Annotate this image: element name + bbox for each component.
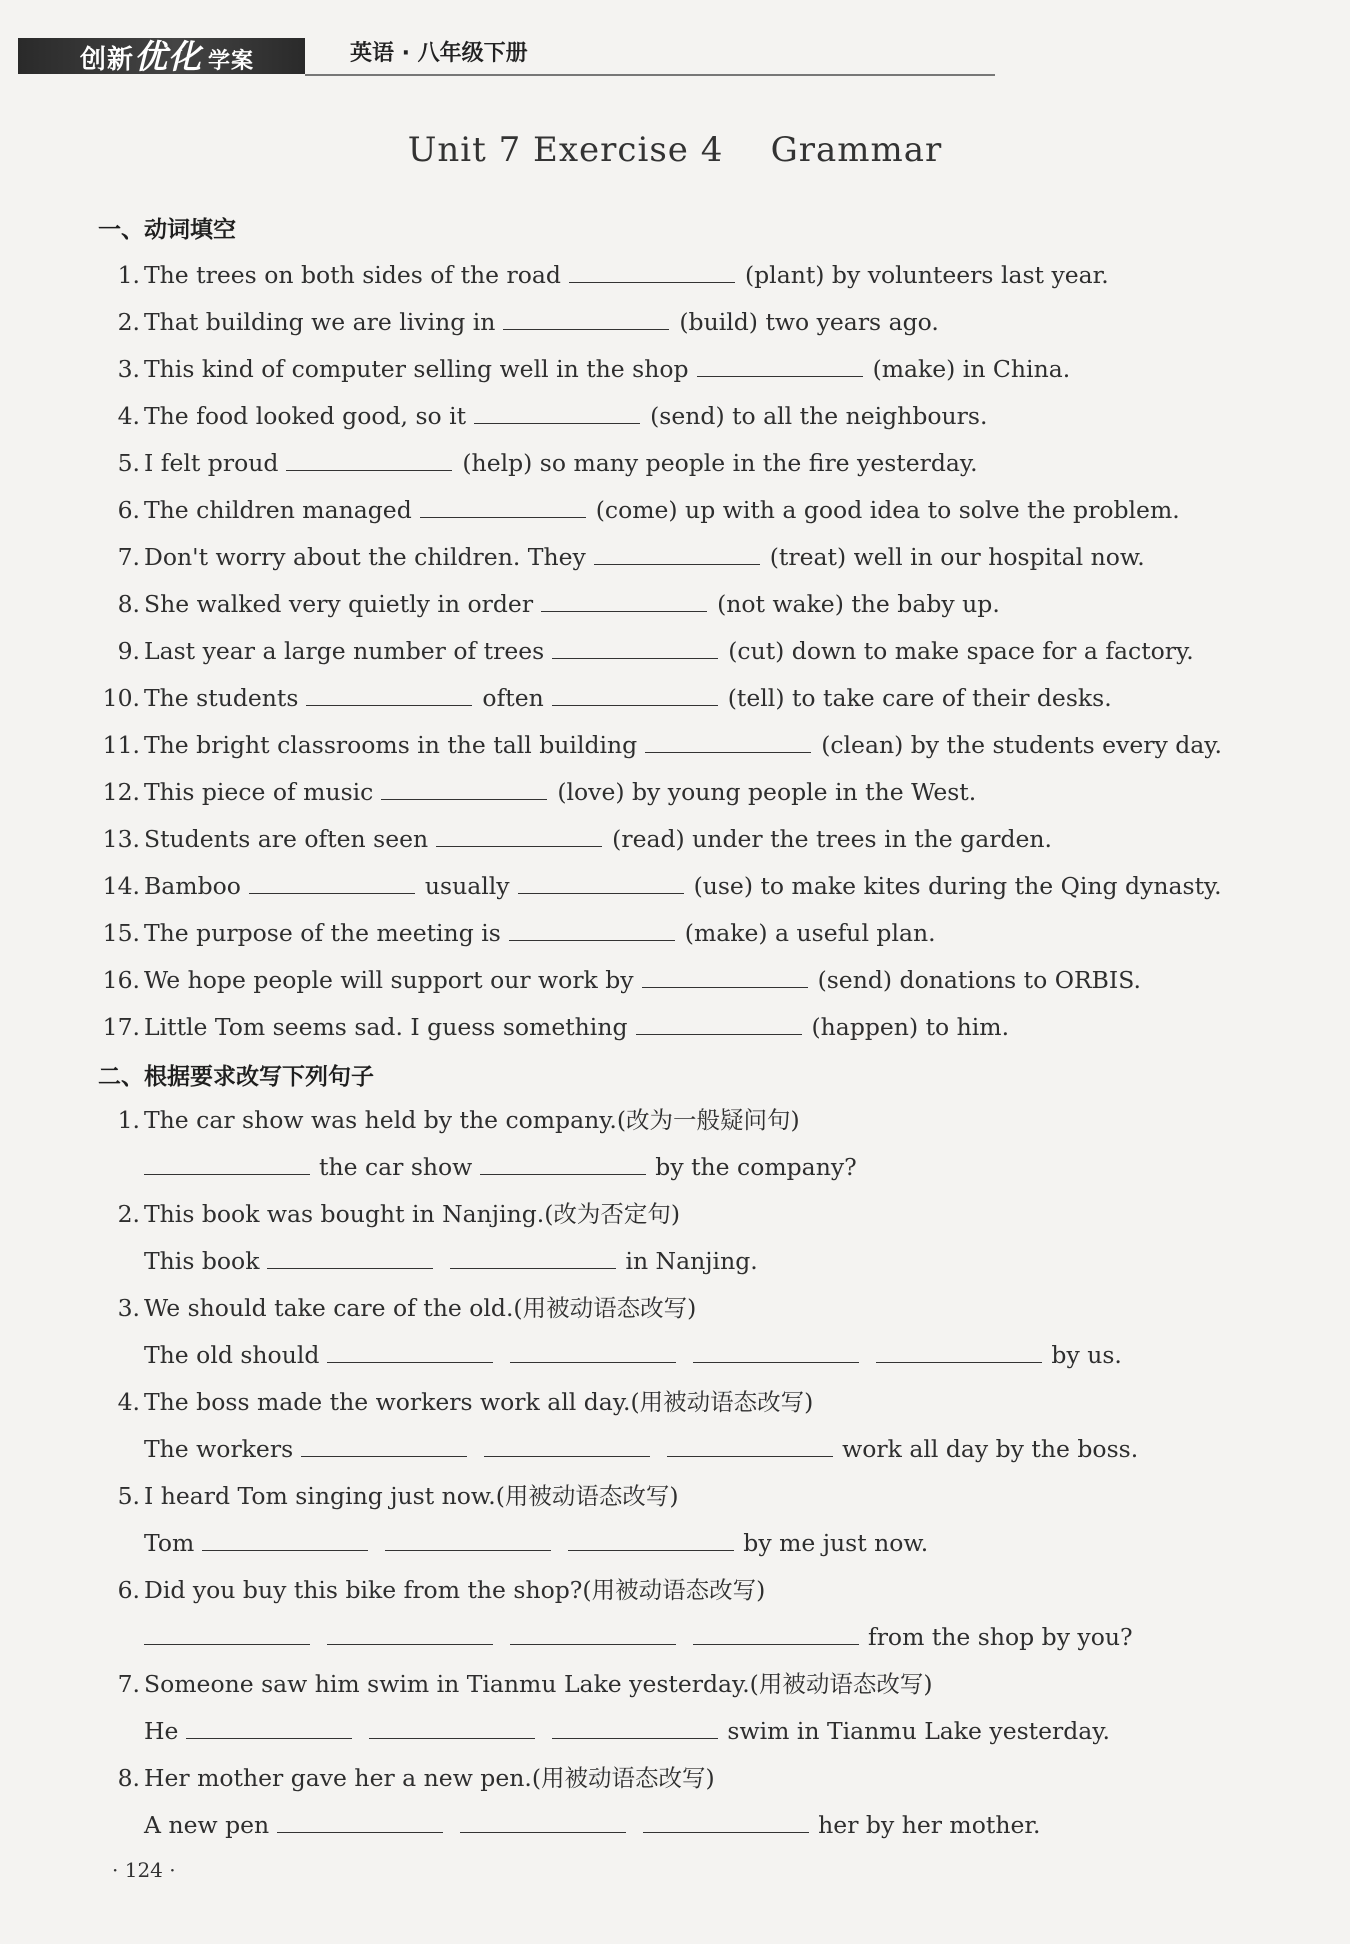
page-number: · 124 ·: [112, 1858, 176, 1882]
s1-post: (treat) well in our hospital now.: [769, 543, 1145, 571]
s2-question: [0, 1570, 765, 1610]
s2-text: This book was bought in Nanjing.(改为否定句): [144, 1200, 681, 1228]
answer-blank[interactable]: [450, 1242, 616, 1269]
s1-post: (love) by young people in the West.: [557, 778, 977, 806]
section1-heading: 一、动词填空: [98, 217, 236, 243]
s1-mid: often: [482, 684, 544, 712]
section2-heading: 二、根据要求改写下列句子: [98, 1064, 374, 1090]
s2-question: [0, 1476, 679, 1516]
s2-tail: in Nanjing.: [625, 1247, 758, 1275]
s2-tail: her by her mother.: [818, 1811, 1041, 1839]
s2-lead: The old should: [144, 1341, 320, 1369]
s1-post: (cut) down to make space for a factory.: [728, 637, 1194, 665]
answer-blank[interactable]: [484, 1430, 650, 1457]
answer-blank[interactable]: [144, 1148, 310, 1175]
s1-num: 7.: [117, 543, 140, 571]
answer-blank[interactable]: [480, 1148, 646, 1175]
s1-num: 10.: [102, 684, 140, 712]
answer-blank[interactable]: [286, 444, 452, 471]
s1-item: [0, 913, 936, 953]
s1-post: (make) a useful plan.: [684, 919, 936, 947]
s2-num: 6.: [117, 1576, 140, 1604]
s1-num: 1.: [117, 261, 140, 289]
s1-pre: Students are often seen: [144, 825, 429, 853]
s1-num: 4.: [117, 402, 140, 430]
s1-pre: I felt proud: [144, 449, 279, 477]
s2-answer-line: [0, 1617, 1133, 1657]
s1-pre: The food looked good, so it: [144, 402, 467, 430]
s1-post: (come) up with a good idea to solve the problem.: [595, 496, 1180, 524]
s2-num: 5.: [117, 1482, 140, 1510]
s1-num: 6.: [117, 496, 140, 524]
s1-pre: The trees on both sides of the road: [144, 261, 561, 289]
answer-blank[interactable]: [876, 1336, 1042, 1363]
s1-pre: This kind of computer selling well in the shop: [144, 355, 689, 383]
s1-pre: She walked very quietly in order: [144, 590, 534, 618]
s2-lead: This book: [144, 1247, 260, 1275]
s1-item: [0, 302, 939, 342]
s2-question: [0, 1382, 813, 1422]
answer-blank[interactable]: [301, 1430, 467, 1457]
s1-item: [0, 537, 1145, 577]
answer-blank[interactable]: [693, 1618, 859, 1645]
s2-num: 3.: [117, 1294, 140, 1322]
s1-pre: Little Tom seems sad. I guess something: [144, 1013, 628, 1041]
answer-blank[interactable]: [568, 1524, 734, 1551]
s1-item: [0, 349, 1070, 389]
brand-pre: 创新: [80, 45, 135, 75]
s1-post: (happen) to him.: [811, 1013, 1010, 1041]
s1-post: (clean) by the students every day.: [821, 731, 1222, 759]
brand-big: 优化: [134, 37, 203, 76]
book-subtitle: 英语 · 八年级下册: [350, 41, 528, 66]
s2-num: 2.: [117, 1200, 140, 1228]
s2-answer-line: [0, 1711, 1110, 1751]
s1-pre: Don't worry about the children. They: [144, 543, 586, 571]
answer-blank[interactable]: [249, 867, 415, 894]
answer-blank[interactable]: [667, 1430, 833, 1457]
s1-num: 5.: [117, 449, 140, 477]
s2-question: [0, 1100, 800, 1140]
answer-blank[interactable]: [552, 679, 718, 706]
answer-blank[interactable]: [636, 1008, 802, 1035]
s2-text: Did you buy this bike from the shop?(用被动语态改写): [144, 1576, 766, 1604]
header-rule: [305, 74, 995, 76]
s1-pre: We hope people will support our work by: [144, 966, 634, 994]
answer-blank[interactable]: [369, 1712, 535, 1739]
s1-post: (plant) by volunteers last year.: [744, 261, 1109, 289]
answer-blank[interactable]: [518, 867, 684, 894]
s1-pre: That building we are living in: [144, 308, 496, 336]
s1-item: [0, 255, 1109, 295]
answer-blank[interactable]: [277, 1806, 443, 1833]
answer-blank[interactable]: [385, 1524, 551, 1551]
s1-post: (use) to make kites during the Qing dynasty.: [693, 872, 1222, 900]
answer-blank[interactable]: [327, 1618, 493, 1645]
answer-blank[interactable]: [510, 1618, 676, 1645]
s2-text: The boss made the workers work all day.(用被动语态改写): [144, 1388, 814, 1416]
s2-tail: work all day by the boss.: [842, 1435, 1139, 1463]
s2-lead: Tom: [144, 1529, 195, 1557]
s1-post: (read) under the trees in the garden.: [612, 825, 1052, 853]
s1-item: [0, 490, 1180, 530]
s1-item: [0, 960, 1141, 1000]
s1-pre: The students: [144, 684, 299, 712]
answer-blank[interactable]: [645, 726, 811, 753]
s2-text: Her mother gave her a new pen.(用被动语态改写): [144, 1764, 715, 1792]
s2-question: [0, 1758, 715, 1798]
answer-blank[interactable]: [460, 1806, 626, 1833]
s2-answer-line: [0, 1523, 928, 1563]
s2-tail: by us.: [1051, 1341, 1122, 1369]
s1-post: (make) in China.: [872, 355, 1071, 383]
s1-item: [0, 866, 1222, 906]
s2-text: Someone saw him swim in Tianmu Lake yesterday.(用被动语态改写): [144, 1670, 933, 1698]
answer-blank[interactable]: [509, 914, 675, 941]
s1-num: 8.: [117, 590, 140, 618]
s1-num: 11.: [102, 731, 140, 759]
answer-blank[interactable]: [381, 773, 547, 800]
page-title: Unit 7 Exercise 4 Grammar: [407, 130, 943, 170]
answer-blank[interactable]: [306, 679, 472, 706]
s1-post: (not wake) the baby up.: [717, 590, 1000, 618]
s1-num: 17.: [102, 1013, 140, 1041]
s1-item: [0, 772, 976, 812]
s1-item: [0, 631, 1194, 671]
s1-pre: The children managed: [144, 496, 412, 524]
answer-blank[interactable]: [202, 1524, 368, 1551]
s1-num: 14.: [102, 872, 140, 900]
s1-item: [0, 1007, 1009, 1047]
answer-blank[interactable]: [642, 961, 808, 988]
answer-blank[interactable]: [474, 397, 640, 424]
answer-blank[interactable]: [436, 820, 602, 847]
answer-blank[interactable]: [569, 256, 735, 283]
s1-post: (send) to all the neighbours.: [650, 402, 988, 430]
s1-num: 3.: [117, 355, 140, 383]
s1-num: 16.: [102, 966, 140, 994]
s2-tail: from the shop by you?: [868, 1623, 1133, 1651]
s1-item: [0, 819, 1052, 859]
brand-logo: [80, 38, 254, 74]
s1-num: 12.: [102, 778, 140, 806]
s1-item: [0, 584, 1000, 624]
answer-blank[interactable]: [643, 1806, 809, 1833]
s1-post: (tell) to take care of their desks.: [727, 684, 1112, 712]
answer-blank[interactable]: [693, 1336, 859, 1363]
s1-pre: The bright classrooms in the tall building: [144, 731, 638, 759]
s1-item: [0, 678, 1112, 718]
s1-item: [0, 725, 1222, 765]
s2-num: 7.: [117, 1670, 140, 1698]
s1-item: [0, 396, 987, 436]
answer-blank[interactable]: [186, 1712, 352, 1739]
answer-blank[interactable]: [267, 1242, 433, 1269]
s1-num: 13.: [102, 825, 140, 853]
s2-question: [0, 1664, 933, 1704]
answer-blank[interactable]: [541, 585, 707, 612]
s2-text: The car show was held by the company.(改为一般疑问句): [144, 1106, 800, 1134]
s1-pre: Bamboo: [144, 872, 241, 900]
s2-tail: swim in Tianmu Lake yesterday.: [727, 1717, 1110, 1745]
answer-blank[interactable]: [510, 1336, 676, 1363]
answer-blank[interactable]: [552, 632, 718, 659]
s1-pre: The purpose of the meeting is: [144, 919, 501, 947]
answer-blank[interactable]: [503, 303, 669, 330]
s2-answer-line: [0, 1335, 1122, 1375]
s1-post: (build) two years ago.: [679, 308, 939, 336]
s2-lead: He: [144, 1717, 179, 1745]
s1-mid: usually: [424, 872, 510, 900]
s2-tail: by the company?: [655, 1153, 857, 1181]
s1-num: 15.: [102, 919, 140, 947]
s2-lead: The workers: [144, 1435, 294, 1463]
s2-mid: the car show: [319, 1153, 473, 1181]
answer-blank[interactable]: [594, 538, 760, 565]
s2-answer-line: [0, 1805, 1040, 1845]
brand-post: 学案: [208, 49, 255, 74]
s1-post: (send) donations to ORBIS.: [817, 966, 1141, 994]
answer-blank[interactable]: [552, 1712, 718, 1739]
s1-pre: Last year a large number of trees: [144, 637, 545, 665]
s2-text: I heard Tom singing just now.(用被动语态改写): [144, 1482, 679, 1510]
answer-blank[interactable]: [327, 1336, 493, 1363]
s1-item: [0, 443, 978, 483]
answer-blank[interactable]: [420, 491, 586, 518]
s2-num: 8.: [117, 1764, 140, 1792]
answer-blank[interactable]: [144, 1618, 310, 1645]
s2-tail: by me just now.: [743, 1529, 929, 1557]
s1-num: 2.: [117, 308, 140, 336]
s2-question: [0, 1288, 696, 1328]
s2-answer-line: [0, 1147, 857, 1187]
s2-text: We should take care of the old.(用被动语态改写): [144, 1294, 697, 1322]
s1-num: 9.: [117, 637, 140, 665]
s2-lead: A new pen: [144, 1811, 270, 1839]
s1-post: (help) so many people in the fire yesterday.: [462, 449, 978, 477]
s2-num: 1.: [117, 1106, 140, 1134]
s2-question: [0, 1194, 680, 1234]
s1-pre: This piece of music: [144, 778, 374, 806]
s2-answer-line: [0, 1429, 1138, 1469]
s2-answer-line: [0, 1241, 758, 1281]
answer-blank[interactable]: [697, 350, 863, 377]
s2-num: 4.: [117, 1388, 140, 1416]
